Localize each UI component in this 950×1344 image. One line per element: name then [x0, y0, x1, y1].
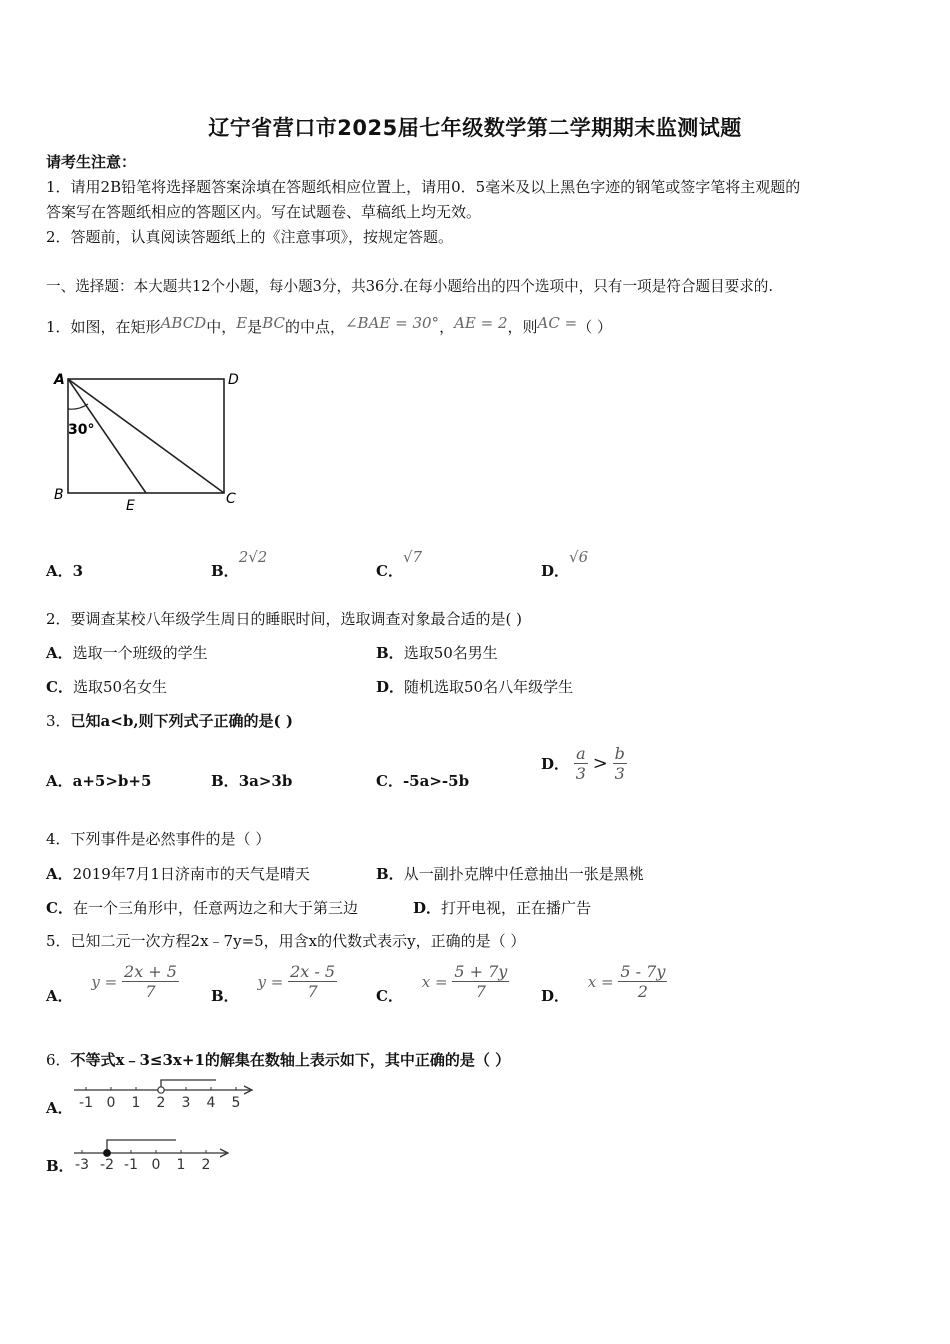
- question-number: 2．: [46, 610, 71, 628]
- q3-option-b[interactable]: [211, 770, 292, 791]
- tick-label: -1: [79, 1095, 93, 1111]
- denominator: 7: [307, 982, 318, 1001]
- question-6: [46, 1049, 510, 1071]
- vertex-d-label: D: [228, 372, 239, 388]
- option-value: √7: [402, 548, 423, 566]
- option-label: D．: [413, 899, 442, 917]
- question-text: 下列事件是必然事件的是（ ）: [70, 830, 271, 848]
- option-value: 3a>3b: [238, 772, 293, 790]
- option-value: 打开电视，正在播广告: [441, 899, 592, 917]
- question-text: 已知a<b,则下列式子正确的是( ): [70, 712, 293, 730]
- question-number: 1．: [46, 318, 71, 336]
- question-number: 6．: [46, 1051, 71, 1069]
- q2-option-d[interactable]: [376, 676, 573, 697]
- q6-option-b-label[interactable]: B．: [46, 1157, 74, 1175]
- tick-label: -2: [100, 1157, 114, 1172]
- option-label: B．: [376, 644, 404, 662]
- denominator: 7: [475, 982, 486, 1001]
- tick-label: 4: [206, 1095, 216, 1111]
- vertex-c-label: C: [226, 491, 236, 507]
- fraction-a-over-3: [574, 744, 588, 783]
- q1-text-4: 的中点，: [284, 318, 345, 336]
- equation-lhs: x =: [421, 972, 448, 991]
- vertex-a-label: A: [54, 372, 65, 388]
- question-text: 不等式x﹣3≤3x+1的解集在数轴上表示如下，其中正确的是（ ）: [70, 1051, 511, 1069]
- numerator: a: [574, 744, 588, 764]
- numerator: b: [614, 744, 625, 763]
- option-label: D．: [541, 562, 570, 580]
- option-value: -5a>-5b: [402, 772, 470, 790]
- question-text: 已知二元一次方程2x﹣7y=5，用含x的代数式表示y，正确的是（ ）: [70, 932, 526, 950]
- option-label: C．: [376, 562, 403, 580]
- numerator: 2x - 5: [290, 962, 336, 981]
- vertex-b-label: B: [54, 487, 64, 503]
- option-value: 从一副扑克牌中任意抽出一张是黑桃: [403, 865, 644, 883]
- option-label: A．: [46, 865, 73, 883]
- option-label: C．: [46, 678, 73, 696]
- notice-line-1a: 1．请用2B铅笔将选择题答案涂填在答题纸相应位置上，请用0．5毫米及以上黑色字迹的钢笔或签字笔将主观题的: [46, 178, 801, 196]
- fraction: [288, 962, 337, 1001]
- question-number: 4．: [46, 830, 71, 848]
- notice-heading: 请考生注意：: [46, 153, 137, 171]
- q1-option-a[interactable]: [46, 560, 83, 581]
- option-label: A．: [46, 644, 73, 662]
- q1-math-2: E: [236, 314, 248, 332]
- q1-math-3: BC: [262, 314, 285, 332]
- option-value: 在一个三角形中，任意两边之和大于第三边: [72, 899, 358, 917]
- question-2: [46, 608, 522, 630]
- closed-endpoint: [104, 1150, 111, 1157]
- option-value: 2√2: [238, 548, 268, 566]
- option-label: B．: [211, 562, 239, 580]
- option-value: 随机选取50名八年级学生: [404, 678, 574, 696]
- point-e-label: E: [126, 498, 135, 514]
- fraction: [452, 962, 509, 1001]
- denominator: 3: [614, 764, 625, 783]
- page-title: 辽宁省营口市2025届七年级数学第二学期期末监测试题: [208, 116, 742, 140]
- rectangle-figure: [50, 365, 250, 515]
- question-3: [46, 710, 293, 732]
- q3-option-a[interactable]: [46, 770, 151, 791]
- denominator: 3: [575, 764, 586, 783]
- question-text: 要调查某校八年级学生周日的睡眠时间，选取调查对象最合适的是( ): [70, 610, 523, 628]
- question-number: 3．: [46, 712, 71, 730]
- numerator: 5 - 7y: [620, 962, 666, 981]
- q6-option-a-label[interactable]: A．: [46, 1099, 73, 1117]
- question-1: [46, 312, 612, 338]
- option-label: D．: [541, 987, 570, 1005]
- tick-label: 2: [156, 1095, 166, 1111]
- open-endpoint: [158, 1087, 164, 1093]
- tick-label: 5: [231, 1095, 241, 1111]
- option-label: A．: [46, 987, 73, 1005]
- q4-option-c[interactable]: [46, 897, 358, 918]
- q5-option-c[interactable]: [376, 962, 509, 1005]
- q1-text-5: ，: [439, 318, 455, 336]
- fraction: [122, 962, 179, 1001]
- notice-line-2: 2．答题前，认真阅读答题纸上的《注意事项》，按规定答题。: [46, 228, 454, 246]
- option-label: D．: [376, 678, 405, 696]
- option-value: 选取一个班级的学生: [72, 644, 208, 662]
- option-label: D．: [541, 755, 570, 773]
- q5-option-b[interactable]: [211, 962, 337, 1005]
- tick-label: -1: [124, 1157, 138, 1172]
- tick-label: 1: [131, 1095, 141, 1111]
- option-value: 选取50名女生: [72, 678, 168, 696]
- fraction-b-over-3: [613, 744, 627, 783]
- q3-option-c[interactable]: [376, 770, 469, 791]
- q1-text-6: ，则: [507, 318, 538, 336]
- denominator: 7: [145, 982, 156, 1001]
- tick-label: -3: [75, 1157, 89, 1172]
- q1-math-1: ABCD: [160, 314, 207, 332]
- q1-text-3: 是: [247, 318, 263, 336]
- q1-text-2: 中，: [206, 318, 237, 336]
- option-label: C．: [376, 987, 403, 1005]
- option-label: A．: [46, 562, 73, 580]
- question-4: [46, 828, 270, 850]
- tick-label: 0: [151, 1157, 161, 1172]
- equation-lhs: y =: [257, 972, 284, 991]
- solution-ray: [161, 1080, 216, 1087]
- q1-option-c[interactable]: [376, 548, 423, 581]
- q1-option-b[interactable]: [211, 548, 268, 581]
- q1-option-d[interactable]: [541, 548, 589, 581]
- q1-text-7: （ ）: [577, 318, 612, 336]
- angle-label: 30°: [68, 422, 95, 438]
- option-label: B．: [211, 772, 239, 790]
- tick-label: 0: [106, 1095, 116, 1111]
- tick-label: 2: [201, 1157, 211, 1172]
- q4-option-a[interactable]: [46, 863, 310, 884]
- option-label: B．: [376, 865, 404, 883]
- q2-option-b[interactable]: [376, 642, 498, 663]
- option-value: 3: [72, 562, 84, 580]
- solution-ray: [107, 1140, 176, 1153]
- option-value: 2019年7月1日济南市的天气是晴天: [72, 865, 310, 883]
- equation-lhs: x =: [587, 972, 614, 991]
- option-value: √6: [569, 548, 589, 566]
- q1-text-1: 如图，在矩形: [70, 318, 161, 336]
- number-line-b[interactable]: [70, 1136, 240, 1172]
- notice-line-1b: 答案写在答题纸相应的答题区内。写在试题卷、草稿纸上均无效。: [46, 203, 482, 221]
- q5-option-d[interactable]: [541, 962, 667, 1005]
- option-label: A．: [46, 772, 73, 790]
- fraction: [618, 962, 667, 1001]
- question-number: 5．: [46, 932, 71, 950]
- q4-option-b[interactable]: [376, 863, 644, 884]
- question-5: [46, 930, 525, 952]
- option-label: B．: [211, 987, 239, 1005]
- q3-option-d[interactable]: [541, 744, 627, 783]
- q1-math-6: AC =: [537, 314, 578, 332]
- numerator: 5 + 7y: [454, 962, 508, 981]
- section-1-heading: 一、选择题：本大题共12个小题，每小题3分，共36分.在每小题给出的四个选项中，只有一项是符合题目要求的.: [46, 278, 774, 295]
- q4-option-d[interactable]: [413, 897, 591, 918]
- q1-math-4: ∠BAE = 30°: [344, 314, 440, 332]
- q5-option-a[interactable]: [46, 962, 179, 1005]
- q2-option-c[interactable]: [46, 676, 167, 697]
- option-value: 选取50名男生: [403, 644, 498, 662]
- denominator: 2: [637, 982, 648, 1001]
- q1-math-5: AE = 2: [454, 314, 508, 332]
- option-label: C．: [46, 899, 73, 917]
- tick-label: 1: [176, 1157, 186, 1172]
- number-line-a[interactable]: [70, 1077, 260, 1113]
- equation-lhs: y =: [91, 972, 118, 991]
- q2-option-a[interactable]: [46, 642, 208, 663]
- numerator: 2x + 5: [124, 962, 177, 981]
- tick-label: 3: [181, 1095, 191, 1111]
- option-value: a+5>b+5: [72, 772, 152, 790]
- option-label: C．: [376, 772, 403, 790]
- relation-sign: >: [592, 753, 608, 774]
